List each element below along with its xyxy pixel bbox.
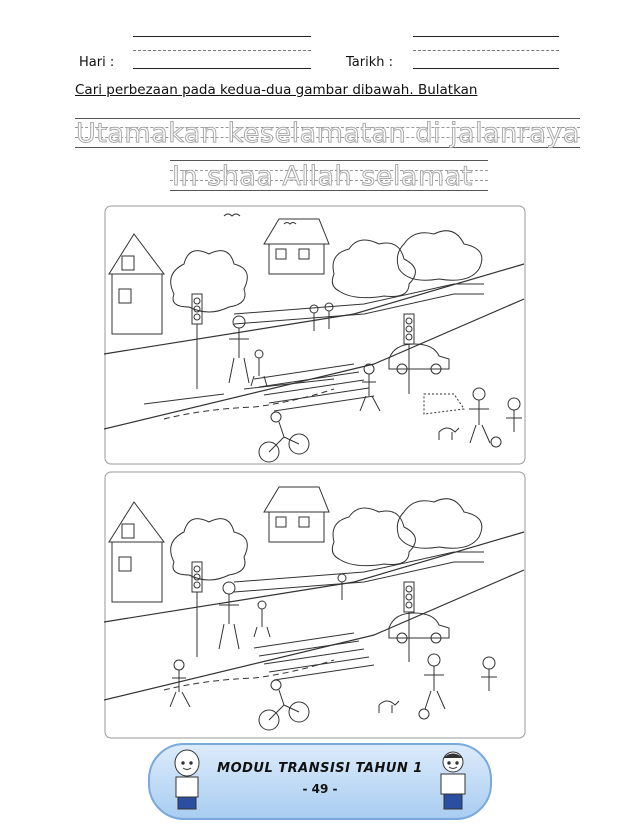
house-middle-icon bbox=[264, 487, 329, 512]
street-illustration-bottom bbox=[104, 470, 526, 740]
child-figure-icon bbox=[258, 601, 266, 609]
football-icon bbox=[491, 437, 501, 447]
zebra-crossing-icon bbox=[254, 364, 374, 411]
house-middle-icon bbox=[264, 219, 329, 244]
mother-figure-icon bbox=[223, 582, 235, 594]
cyclist-icon bbox=[271, 680, 281, 690]
street-illustration-top bbox=[104, 204, 526, 466]
kid-football-icon bbox=[473, 388, 485, 400]
day-label: Hari : bbox=[79, 55, 115, 70]
name-line-top bbox=[133, 36, 311, 37]
page-number: - 49 - bbox=[302, 782, 338, 796]
tree-icon bbox=[171, 519, 248, 580]
name-line-dashed bbox=[133, 50, 311, 51]
footer-banner bbox=[148, 743, 492, 820]
house-left-icon bbox=[109, 234, 164, 274]
tree-icon bbox=[171, 251, 248, 312]
zebra-crossing-icon bbox=[254, 633, 374, 680]
mother-figure-icon bbox=[233, 316, 245, 328]
trace-sentence-2: In shaa Allah selamat bbox=[172, 161, 473, 192]
dog-icon bbox=[439, 428, 459, 440]
cyclist-icon bbox=[271, 412, 281, 422]
street-scene-bottom[interactable] bbox=[104, 470, 526, 740]
kid-football-icon bbox=[428, 654, 440, 666]
trace-sentence-1: Utamakan keselamatan di jalanraya bbox=[76, 118, 580, 149]
child-figure-icon bbox=[255, 350, 263, 358]
dog-icon bbox=[379, 701, 399, 713]
girl-student-icon bbox=[170, 749, 204, 813]
boy-walking-icon bbox=[174, 660, 184, 670]
street-scene-top[interactable] bbox=[104, 204, 526, 466]
module-title: MODUL TRANSISI TAHUN 1 bbox=[217, 761, 423, 776]
date-label: Tarikh : bbox=[346, 55, 393, 70]
day-field[interactable] bbox=[133, 68, 311, 69]
boy-student-icon bbox=[436, 749, 470, 813]
date-line-dashed bbox=[413, 50, 559, 51]
date-field[interactable] bbox=[413, 68, 559, 69]
house-left-icon bbox=[109, 502, 164, 542]
football-icon bbox=[419, 709, 429, 719]
bird-icon bbox=[224, 214, 240, 216]
instruction-text: Cari perbezaan pada kedua-dua gambar dibawah. Bulatkan bbox=[75, 82, 478, 98]
date-line-top bbox=[413, 36, 559, 37]
